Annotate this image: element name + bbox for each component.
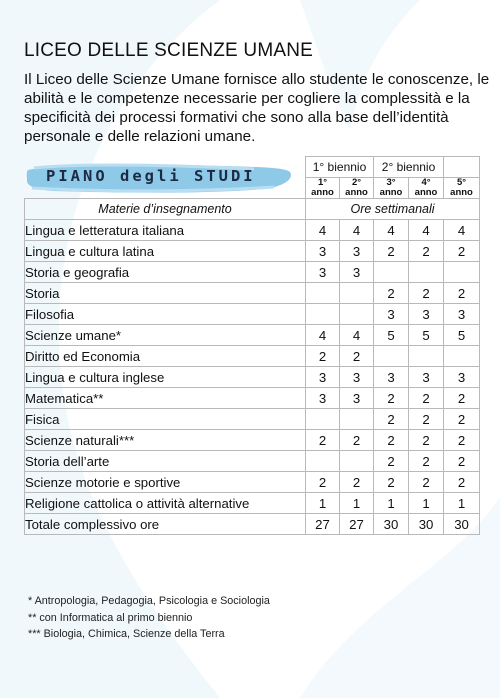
hours-cell <box>374 262 409 283</box>
hours-cell: 3 <box>306 241 340 262</box>
hours-cell: 30 <box>409 514 444 535</box>
hours-cell: 2 <box>374 388 409 409</box>
hours-cell: 2 <box>374 409 409 430</box>
hours-cell: 3 <box>444 367 480 388</box>
hours-cell: 3 <box>444 304 480 325</box>
plan-title: PIANO degli STUDI <box>46 167 256 185</box>
year-header: 3° anno <box>374 178 409 199</box>
hours-cell: 4 <box>409 220 444 241</box>
footnotes <box>28 593 270 643</box>
subject-name: Lingua e cultura latina <box>25 241 306 262</box>
subject-name: Fisica <box>25 409 306 430</box>
curriculum-table <box>24 156 480 535</box>
hours-cell: 4 <box>306 325 340 346</box>
subject-name: Lingua e letteratura italiana <box>25 220 306 241</box>
hours-cell: 4 <box>340 325 374 346</box>
hours-cell: 2 <box>444 409 480 430</box>
subject-name: Religione cattolica o attività alternative <box>25 493 306 514</box>
subject-name: Storia dell’arte <box>25 451 306 472</box>
table-row <box>25 304 480 325</box>
hours-cell: 2 <box>374 451 409 472</box>
year-header: 1° anno <box>306 178 340 199</box>
footnote: ** con Informatica al primo biennio <box>28 611 193 624</box>
hours-cell: 2 <box>409 430 444 451</box>
table-row <box>25 409 480 430</box>
table-row <box>25 388 480 409</box>
hours-cell: 27 <box>340 514 374 535</box>
hours-cell <box>409 346 444 367</box>
hours-cell <box>444 346 480 367</box>
hours-cell: 3 <box>340 388 374 409</box>
hours-cell <box>306 451 340 472</box>
hours-cell: 3 <box>306 262 340 283</box>
hours-cell: 3 <box>409 304 444 325</box>
hours-cell: 30 <box>444 514 480 535</box>
hours-cell: 4 <box>374 220 409 241</box>
hours-cell: 2 <box>409 283 444 304</box>
subject-name: Totale complessivo ore <box>25 514 306 535</box>
hours-cell: 2 <box>444 283 480 304</box>
year-header-row <box>25 178 480 199</box>
hours-cell: 2 <box>444 472 480 493</box>
hours-cell: 1 <box>340 493 374 514</box>
hours-cell: 2 <box>340 430 374 451</box>
subject-name: Storia e geografia <box>25 262 306 283</box>
hours-cell: 3 <box>340 367 374 388</box>
hours-column-header: Ore settimanali <box>306 199 480 220</box>
hours-cell: 3 <box>306 367 340 388</box>
table-row <box>25 472 480 493</box>
hours-cell: 5 <box>444 325 480 346</box>
hours-cell: 2 <box>306 430 340 451</box>
hours-cell: 4 <box>444 220 480 241</box>
hours-cell: 3 <box>374 304 409 325</box>
subject-name: Lingua e cultura inglese <box>25 367 306 388</box>
hours-cell: 2 <box>374 283 409 304</box>
table-row <box>25 325 480 346</box>
hours-cell <box>306 409 340 430</box>
year-header: 5° anno <box>444 178 480 199</box>
hours-cell: 2 <box>340 346 374 367</box>
hours-cell: 3 <box>340 241 374 262</box>
hours-cell: 1 <box>409 493 444 514</box>
table-row <box>25 241 480 262</box>
hours-cell: 2 <box>409 409 444 430</box>
table-row <box>25 430 480 451</box>
hours-cell: 30 <box>374 514 409 535</box>
table-row <box>25 451 480 472</box>
hours-cell: 2 <box>374 472 409 493</box>
footnote: *** Biologia, Chimica, Scienze della Terra <box>28 628 225 640</box>
hours-cell: 2 <box>306 346 340 367</box>
hours-cell: 3 <box>374 367 409 388</box>
subject-name: Filosofia <box>25 304 306 325</box>
table-row <box>25 346 480 367</box>
hours-cell: 2 <box>409 388 444 409</box>
hours-cell: 3 <box>306 388 340 409</box>
hours-cell: 2 <box>444 388 480 409</box>
hours-cell: 2 <box>444 430 480 451</box>
intro-paragraph: Il Liceo delle Scienze Umane fornisce allo studente le conoscenze, le abilità e le competenze necessarie per cogliere la complessità e la specificità dei processi formativi che sono alla base dell’identità personale e delle relazioni umane. <box>24 71 490 145</box>
hours-cell: 2 <box>409 451 444 472</box>
table-row <box>25 220 480 241</box>
hours-cell <box>340 409 374 430</box>
page-title: LICEO DELLE SCIENZE UMANE <box>24 40 314 61</box>
group-header-row <box>25 157 480 178</box>
table-row <box>25 283 480 304</box>
hours-cell: 5 <box>374 325 409 346</box>
hours-cell: 2 <box>444 241 480 262</box>
column-header-row <box>25 199 480 220</box>
hours-cell: 3 <box>409 367 444 388</box>
hours-cell: 5 <box>409 325 444 346</box>
subject-name: Storia <box>25 283 306 304</box>
table-row <box>25 493 480 514</box>
hours-cell: 4 <box>306 220 340 241</box>
hours-cell: 1 <box>444 493 480 514</box>
hours-cell <box>444 262 480 283</box>
hours-cell: 2 <box>340 472 374 493</box>
hours-cell: 1 <box>374 493 409 514</box>
group-header-second-biennium: 2° biennio <box>374 157 444 178</box>
hours-cell: 2 <box>374 241 409 262</box>
subject-name: Scienze motorie e sportive <box>25 472 306 493</box>
hours-cell: 3 <box>340 262 374 283</box>
hours-cell: 1 <box>306 493 340 514</box>
hours-cell <box>409 262 444 283</box>
hours-cell: 27 <box>306 514 340 535</box>
hours-cell <box>374 346 409 367</box>
hours-cell: 4 <box>340 220 374 241</box>
hours-cell <box>340 451 374 472</box>
group-header-first-biennium: 1° biennio <box>306 157 374 178</box>
hours-cell <box>340 283 374 304</box>
hours-cell <box>306 304 340 325</box>
hours-cell: 2 <box>306 472 340 493</box>
subject-name: Diritto ed Economia <box>25 346 306 367</box>
hours-cell: 2 <box>444 451 480 472</box>
subject-name: Matematica** <box>25 388 306 409</box>
table-row <box>25 514 480 535</box>
footnote: * Antropologia, Pedagogia, Psicologia e Sociologia <box>28 595 270 607</box>
year-header: 4° anno <box>409 178 444 199</box>
year-header: 2° anno <box>340 178 374 199</box>
hours-cell <box>340 304 374 325</box>
hours-cell: 2 <box>409 241 444 262</box>
hours-cell <box>306 283 340 304</box>
hours-cell: 2 <box>409 472 444 493</box>
table-row <box>25 367 480 388</box>
subject-name: Scienze naturali*** <box>25 430 306 451</box>
subject-column-header: Materie d’insegnamento <box>25 199 306 220</box>
subject-name: Scienze umane* <box>25 325 306 346</box>
table-row <box>25 262 480 283</box>
hours-cell: 2 <box>374 430 409 451</box>
